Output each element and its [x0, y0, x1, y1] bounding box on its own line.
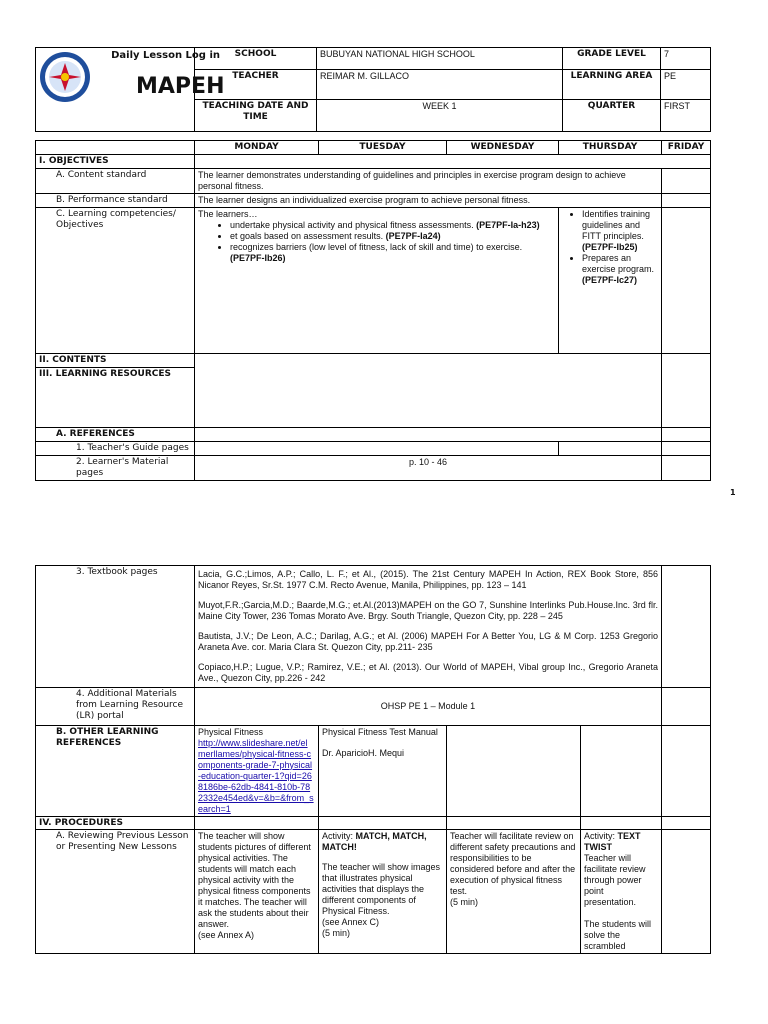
list-item: • et goals based on assessment results. (PE7PF-Ia24): [230, 231, 555, 242]
lm-label: 2. Learner's Material pages: [36, 455, 195, 480]
competencies-cell: [195, 207, 559, 353]
other-references-label: B. OTHER LEARNING REFERENCES: [36, 725, 195, 816]
day-wednesday: WEDNESDAY: [447, 141, 559, 155]
grade-value: 7: [661, 48, 711, 70]
list-item: • Identifies training guidelines and FITT principles. (PE7PF-Ib25): [582, 209, 658, 253]
additional-label: 4. Additional Materials from Learning Resource (LR) portal: [36, 687, 195, 725]
contents-heading: II. CONTENTS: [36, 353, 195, 367]
week-value: WEEK 1: [317, 100, 563, 132]
grade-label: GRADE LEVEL: [563, 48, 661, 70]
lesson-table-page2: [35, 565, 711, 954]
list-item: Muyot,F.R.;Garcia,M.D.; Baarde,M.G.; et.Al.(2013)MAPEH on the GO 7, Sunshine Interlinks Pub.House.Inc. 3rd flr. Maine City Tower, 236 Tomas Morato Ave. Brgy. South Triangle, Quezon City, pp. 228 – 245: [198, 599, 658, 621]
resources-heading: III. LEARNING RESOURCES: [36, 367, 195, 427]
thursday-competencies: [559, 207, 662, 353]
list-item: Bautista, J.V.; De Leon, A.C.; Darilag, A.G.; et Al. (2006) MAPEH For A Better You, LG & M Corp. 1253 Gregorio Araneta Ave. cor. Maria Clara St. Quezon City, pp.211- 235: [198, 630, 658, 652]
tg-label: 1. Teacher's Guide pages: [36, 441, 195, 455]
header-table: [35, 47, 711, 132]
subject-title: MAPEH: [136, 74, 225, 99]
additional-value: OHSP PE 1 – Module 1: [195, 687, 662, 725]
textbook-label: 3. Textbook pages: [36, 566, 195, 688]
school-label: SCHOOL: [195, 48, 317, 70]
teacher-label: TEACHER: [195, 70, 317, 100]
procedure-wednesday: Teacher will facilitate review on different safety precautions and responsibilities to be considered before and after the execution of physical fitness test. (5 min): [447, 830, 581, 954]
lm-value: p. 10 - 46: [195, 455, 662, 480]
other-monday: Physical Fitness http://www.slideshare.net/elmerllames/physical-fitness-components-grade-7-physical-education-quarter-1?qid=268186be-62db-4841-810b-782332e454ed&v=&b=&from_search=1: [195, 725, 319, 816]
lesson-table-page1: [35, 140, 711, 481]
deped-seal-icon: [39, 51, 91, 103]
list-item: • recognizes barriers (low level of fitness, lack of skill and time) to exercise. (PE7PF-Ib26): [230, 242, 555, 264]
teacher-value: REIMAR M. GILLACO: [317, 70, 563, 100]
performance-standard: The learner designs an individualized exercise program to achieve personal fitness.: [195, 193, 662, 207]
list-item: • undertake physical activity and physical fitness assessments. (PE7PF-Ia-h23): [230, 220, 555, 231]
procedure-monday: The teacher will show students pictures of different physical activities. The students will match each physical activity with the physical fitness components it matches. The teacher will ask the students about their answer. (see Annex A): [195, 830, 319, 954]
procedure-a-label: A. Reviewing Previous Lesson or Presenting New Lessons: [36, 830, 195, 954]
area-label: LEARNING AREA: [563, 70, 661, 100]
day-thursday: THURSDAY: [559, 141, 662, 155]
date-label: TEACHING DATE AND TIME: [195, 100, 317, 132]
quarter-value: FIRST: [661, 100, 711, 132]
day-tuesday: TUESDAY: [319, 141, 447, 155]
textbook-list: [195, 566, 662, 688]
content-standard: The learner demonstrates understanding of guidelines and principles in exercise program design to achieve personal fitness.: [195, 168, 662, 193]
list-item: Copiaco,H.P.; Lugue, V.P.; Ramirez, V.E.; et Al. (2013). Our World of MAPEH, Vibal group Inc., Gregorio Araneta Ave., Quezon City, pp.226 - 242: [198, 661, 658, 683]
list-item: Lacia, G.C.;Limos, A.P.; Callo, L. F.; et Al., (2015). The 21st Century MAPEH In Action, REX Book Store, 856 Nicanor Reyes, Sr.St. 1977 C.M. Recto Avenue, Manila, Philippines, pp. 123 – 141: [198, 569, 658, 590]
slideshare-link[interactable]: http://www.slideshare.net/elmerllames/physical-fitness-components-grade-7-physical-education-quarter-1?qid=268186be-62db-4841-810b-782332e454ed&v=&b=&from_search=1: [198, 737, 314, 814]
list-item: • Prepares an exercise program. (PE7PF-Ic27): [582, 253, 658, 286]
performance-standard-label: B. Performance standard: [36, 193, 195, 207]
objectives-heading: I. OBJECTIVES: [36, 155, 195, 169]
corner-cell: [36, 141, 195, 155]
procedures-heading: IV. PROCEDURES: [36, 816, 195, 830]
competencies-label: C. Learning competencies/ Objectives: [36, 207, 195, 353]
title-block: [36, 48, 225, 132]
page-number: 1: [730, 488, 736, 497]
day-friday: FRIDAY: [662, 141, 711, 155]
school-value: BUBUYAN NATIONAL HIGH SCHOOL: [317, 48, 563, 70]
learners-intro: The learners…: [198, 208, 258, 219]
area-value: PE: [661, 70, 711, 100]
content-standard-label: A. Content standard: [36, 168, 195, 193]
other-tuesday: Physical Fitness Test Manual Dr. AparicioH. Mequi: [319, 725, 447, 816]
procedure-tuesday: Activity: MATCH, MATCH, MATCH! The teacher will show images that illustrates physical activities that displays the different components of Physical Fitness. (see Annex C) (5 min): [319, 830, 447, 954]
competency-list: [198, 220, 555, 264]
quarter-label: QUARTER: [563, 100, 661, 132]
day-monday: MONDAY: [195, 141, 319, 155]
dll-title: Daily Lesson Log in: [111, 50, 220, 61]
procedure-thursday: Activity: TEXT TWIST Teacher will facilitate review through power point presentation. The students will solve the scrambled: [581, 830, 662, 954]
references-heading: A. REFERENCES: [36, 427, 195, 441]
